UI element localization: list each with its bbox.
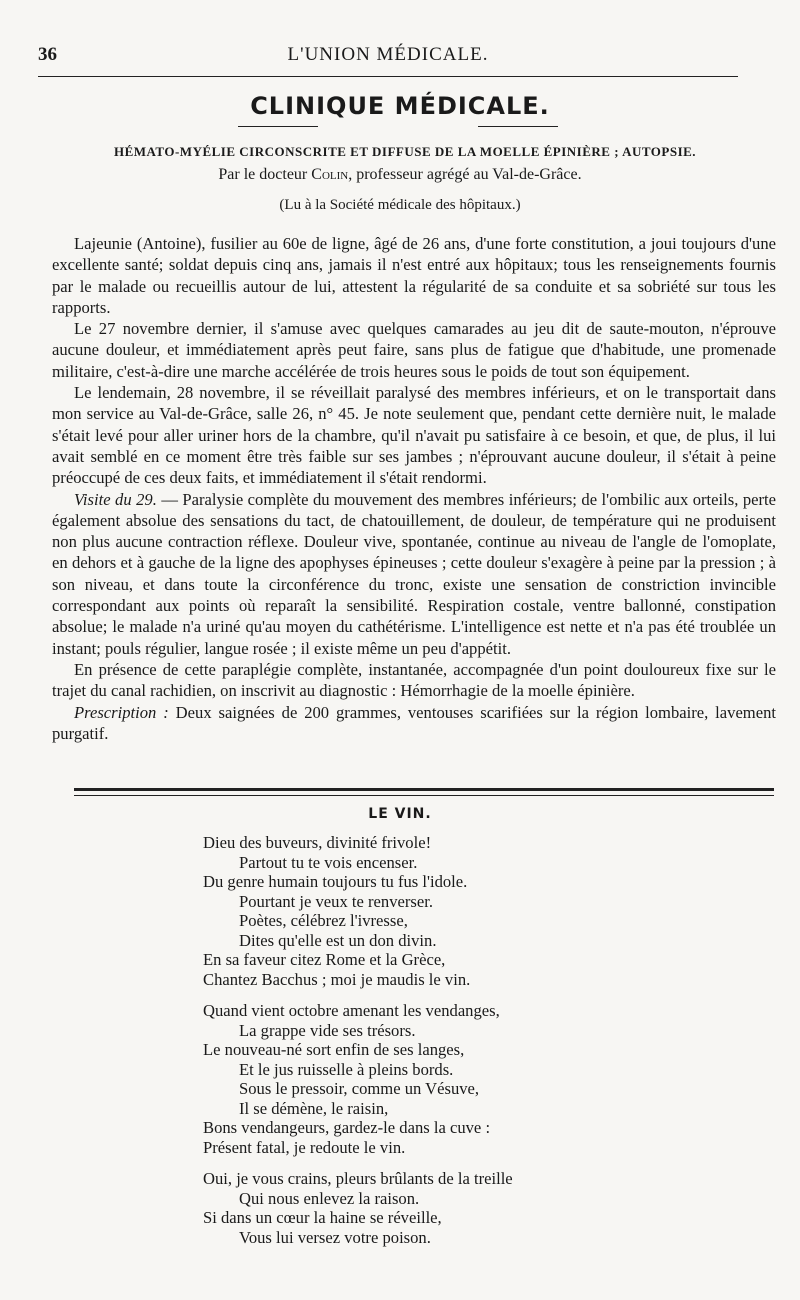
- poem-line: Présent fatal, je redoute le vin.: [203, 1137, 406, 1157]
- poem-line: Du genre humain toujours tu fus l'idole.: [203, 872, 468, 891]
- paragraph-text: En présence de cette paraplégie complète, instantanée, accompagnée d'un point douloureux fixe sur le trajet du canal rachidien, on inscrivit au diagnostic : Hémorrhagie de la moelle épinière.: [52, 659, 776, 701]
- header-rule: [38, 76, 738, 77]
- paragraph: [52, 489, 776, 659]
- paragraph-text: Deux saignées de 200 grammes, ventouses scarifiées sur la région lombaire, lavement purgatif.: [52, 702, 776, 743]
- paragraph-text: Lajeunie (Antoine), fusilier au 60e de ligne, âgé de 26 ans, d'une forte constitution, a joui toujours d'une excellente santé; soldat depuis cinq ans, jamais il n'est entré aux hôpitaux; tous les renseignements fournis par le malade ou recueillis autour de lui, attestent la régularité de sa conduite et sa sobriété sur tous les rapports.: [52, 234, 776, 317]
- poem-line: Oui, je vous crains, pleurs brûlants de la treille: [203, 1169, 513, 1188]
- paragraph-lead: Prescription :: [74, 702, 169, 722]
- feuilleton-rule-top: [74, 788, 774, 791]
- poem-title: LE VIN.: [368, 806, 432, 822]
- byline: [0, 166, 800, 184]
- poem-line: Qui nous enlevez la raison.: [239, 1188, 420, 1208]
- poem-line: La grappe vide ses trésors.: [239, 1020, 416, 1040]
- section-title: CLINIQUE MÉDICALE.: [250, 92, 550, 120]
- poem-line: Et le jus ruisselle à pleins bords.: [239, 1059, 454, 1079]
- paragraph-text: Le lendemain, 28 novembre, il se réveillait paralysé des membres inférieurs, et on le transportait dans mon service au Val-de-Grâce, salle 26, n° 45. Je note seulement que, pendant cette dernière nuit, le malade s'était levé pour aller uriner hors de la chambre, qu'il n'avait pu satisfaire à ce besoin, et que, de plus, il lui avait semblé en ce moment être très faible sur ses jambes ; n'éprouvant aucune douleur, il s'était à peine préoccupé de ces deux faits, et immédiatement il s'était rendormi.: [52, 383, 776, 488]
- poem-stanza: [203, 1169, 683, 1247]
- poem-stanza: [203, 833, 683, 989]
- paragraph: [52, 233, 776, 318]
- paragraph: [52, 659, 776, 702]
- byline-prefix: Par le docteur: [218, 166, 308, 183]
- section-rule-left: [238, 126, 318, 127]
- page-header: [38, 44, 738, 70]
- paragraph-text: — Paralysie complète du mouvement des membres inférieurs; de l'ombilic aux orteils, perte également absolue des sensations du tact, de chatouillement, de douleur, de température qui ne produisent non plus aucune contraction réflexe. Douleur vive, spontanée, continue au niveau de l'angle de l'omoplate, en dehors et à gauche de la ligne des apophyses épineuses ; cette douleur s'exagère à peine par la pression ; à son niveau, et dans toute la circonférence du tronc, existe une sensation de constriction invincible correspondant aux points où reparaît la sensibilité. Respiration costale, ventre ballonné, constipation absolue; le malade n'a uriné qu'au moyen du cathétérisme. L'intelligence est nette et n'a pas été troublée un instant; pouls régulier, langue rosée ; il existe même un peu d'appétit.: [52, 489, 776, 658]
- poem-line: Il se démène, le raisin,: [239, 1098, 389, 1118]
- paragraph: [52, 702, 776, 745]
- poem-line: Bons vendangeurs, gardez-le dans la cuve :: [203, 1118, 491, 1137]
- poem-line: Dites qu'elle est un don divin.: [239, 930, 437, 950]
- paragraph: [52, 318, 776, 382]
- running-head: L'UNION MÉDICALE.: [287, 44, 489, 65]
- poem-line: Le nouveau-né sort enfin de ses langes,: [203, 1040, 465, 1059]
- byline-suffix: , professeur agrégé au Val-de-Grâce.: [348, 166, 582, 183]
- poem-line: Sous le pressoir, comme un Vésuve,: [239, 1079, 480, 1098]
- poem-line: Quand vient octobre amenant les vendanges,: [203, 1001, 500, 1020]
- poem-line: Poètes, célébrez l'ivresse,: [239, 911, 408, 930]
- poem-line: Dieu des buveurs, divinité frivole!: [203, 833, 432, 852]
- poem: [203, 833, 683, 1259]
- page-number: 36: [38, 44, 57, 65]
- feuilleton-rule-bottom: [74, 795, 774, 796]
- article-body: [52, 233, 776, 744]
- article-title: HÉMATO-MYÉLIE CIRCONSCRITE ET DIFFUSE DE LA MOELLE ÉPINIÈRE ; AUTOPSIE.: [113, 144, 697, 159]
- paragraph-text: Le 27 novembre dernier, il s'amuse avec quelques camarades au jeu dit de saute-mouton, n'éprouve aucune douleur, et immédiatement après peut faire, sans plus de fatigue que d'habitude, une promenade militaire, c'est-à-dire une marche accélérée de trois heures sous le poids de tout son équipement.: [52, 319, 776, 381]
- read-at-note: (Lu à la Société médicale des hôpitaux.): [279, 197, 521, 213]
- poem-stanza: [203, 1001, 683, 1157]
- poem-line: Vous lui versez votre poison.: [239, 1227, 431, 1247]
- paragraph: [52, 382, 776, 488]
- poem-line: Partout tu te vois encenser.: [239, 852, 418, 872]
- author-name: Colin: [311, 166, 349, 183]
- section-rule-right: [478, 126, 558, 127]
- poem-line: En sa faveur citez Rome et la Grèce,: [203, 950, 446, 969]
- poem-line: Chantez Bacchus ; moi je maudis le vin.: [203, 969, 471, 989]
- poem-line: Si dans un cœur la haine se réveille,: [203, 1208, 442, 1227]
- paragraph-lead: Visite du 29.: [74, 489, 157, 509]
- poem-line: Pourtant je veux te renverser.: [239, 891, 433, 911]
